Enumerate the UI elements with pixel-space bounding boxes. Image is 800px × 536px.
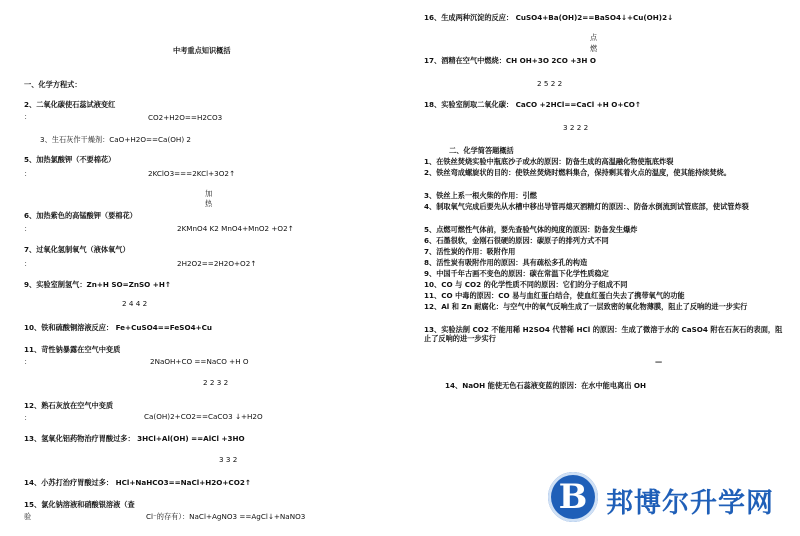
doc-title: 中考重点知识概括 [173,46,231,55]
item-17: 17、酒精在空气中燃烧：CH OH+3O 2CO +3H O [424,56,596,65]
section1-heading: 一、化学方程式： [24,80,82,89]
item-7-equation: 2H2O2==2H2O+O2↑ [177,259,257,268]
item-5-label: 5、加热氯酸钾（不要棉花） [24,155,116,164]
dash-mark: — [655,357,663,366]
item-2-label: 2、二氧化碳使石蕊试液变红 [24,100,116,109]
item-5-colon: ： [24,169,32,178]
section2-heading: 二、化学简答题概括 [449,146,514,155]
answer-13: 13、实验法制 CO2 不能用稀 H2SO4 代替稀 HCl 的原因：生成了微溶于水的 CaSO4 附在石灰石的表面，阻止了反响的进一步实行 [424,325,783,343]
answer-10: 10、CO 与 CO2 的化学性质不同的原因：它们的分子组成不同 [424,280,628,289]
item-13: 13、氢氧化铝药物治疗胃酸过多： 3HCl+Al(OH) ==AlCl +3HO [24,434,245,443]
answer-9: 9、中国千年古画不变色的原因：碳在常温下化学性质稳定 [424,269,609,278]
answer-3: 3、铁丝上系一根火柴的作用：引燃 [424,191,537,200]
item-6-label: 6、加热紫色的高锰酸钾（要棉花） [24,211,137,220]
item-11-colon: ： [24,357,32,366]
item-15-char: 验 [24,512,32,521]
answer-8: 8、活性炭有吸附作用的原因：具有疏松多孔的构造 [424,258,588,267]
item-11-equation: 2NaOH+CO ==NaCO +H O [150,357,249,366]
watermark-site-name: 邦博尔升学网 [606,488,774,519]
answer-7: 7、活性炭的作用：吸附作用 [424,247,516,256]
item-16: 16、生成两种沉淀的反应： CuSO4+Ba(OH)2==BaSO4↓+Cu(OH)2↓ [424,13,674,22]
item-12-colon: ： [24,413,32,422]
item-6-equation: 2KMnO4 K2 MnO4+MnO2 +O2↑ [177,224,294,233]
answer-5: 5、点燃可燃性气体前，要先查验气体的纯度的原因：防备发生爆炸 [424,225,638,234]
item-3: 3、生石灰作干燥剂：CaO+H2O==Ca(OH) 2 [40,135,191,144]
item-13-subscripts: 3 3 2 [219,455,238,464]
ignite-label-1: 点 [590,33,598,42]
answer-11: 11、CO 中毒的原因：CO 易与血红蛋白结合，使血红蛋白失去了携带氧气的功能 [424,291,685,300]
ignite-label-2: 燃 [590,44,598,53]
item-11-label: 11、苛性钠暴露在空气中变质 [24,345,121,354]
item-9: 9、实验室制氢气：Zn+H SO=ZnSO +H↑ [24,280,171,289]
item-14: 14、小苏打治疗胃酸过多： HCl+NaHCO3==NaCl+H2O+CO2↑ [24,478,251,487]
item-12-equation: Ca(OH)2+CO2==CaCO3 ↓+H2O [144,412,263,421]
item-10: 10、铁和硫酸铜溶液反应： Fe+CuSO4==FeSO4+Cu [24,323,213,332]
watermark-logo-letter: B [558,477,588,517]
answer-6: 6、石墨很软，金刚石很硬的原因：碳原子的排列方式不同 [424,236,609,245]
item-6-colon: ： [24,224,32,233]
item-2-equation: CO2+H2O==H2CO3 [148,113,223,122]
item-2-colon: ： [24,112,32,121]
answer-1: 1、在铁丝焚烧实验中瓶底沙子或水的原因：防备生成的高温融化物使瓶底炸裂 [424,157,674,166]
watermark-logo-icon [548,472,598,522]
item-11-subscripts: 2 2 3 2 [203,378,229,387]
item-7-label: 7、过氧化氢制氧气（液体氧气） [24,245,130,254]
item-18-subscripts: 3 2 2 2 [563,123,589,132]
heat-label-2: 热 [205,199,213,208]
heat-label-1: 加 [205,189,213,198]
item-5-equation: 2KClO3===2KCl+3O2↑ [148,169,235,178]
answer-2: 2、铁丝弯成螺旋状的目的：使铁丝焚烧时燃料集合，保持剩其着火点的温度，使其能持续焚烧。 [424,168,731,177]
item-18: 18、实验室制取二氧化碳： CaCO +2HCl==CaCl +H O+CO↑ [424,100,641,109]
answer-4: 4、制取氧气完成后要先从水槽中移出导管再熄灭酒精灯的原因：、防备水倒流到试管底部，使试管炸裂 [424,202,749,211]
item-12-label: 12、熟石灰放在空气中变质 [24,401,114,410]
answer-14: 14、NaOH 能使无色石蕊液变蓝的原因：在水中能电离出 OH [445,381,647,390]
item-9-subscripts: 2 4 4 2 [122,299,148,308]
item-15-equation: Cl⁻的存有）：NaCl+AgNO3 ==AgCl↓+NaNO3 [146,512,306,521]
item-15-label: 15、氯化钠溶液和硝酸银溶液（查 [24,500,135,509]
item-7-colon: ： [24,259,32,268]
answer-12: 12、Al 和 Zn 耐腐化：与空气中的氧气反响生成了一层致密的氧化物薄膜，阻止了反响的进一步实行 [424,302,748,311]
item-17-subscripts: 2 5 2 2 [537,79,563,88]
